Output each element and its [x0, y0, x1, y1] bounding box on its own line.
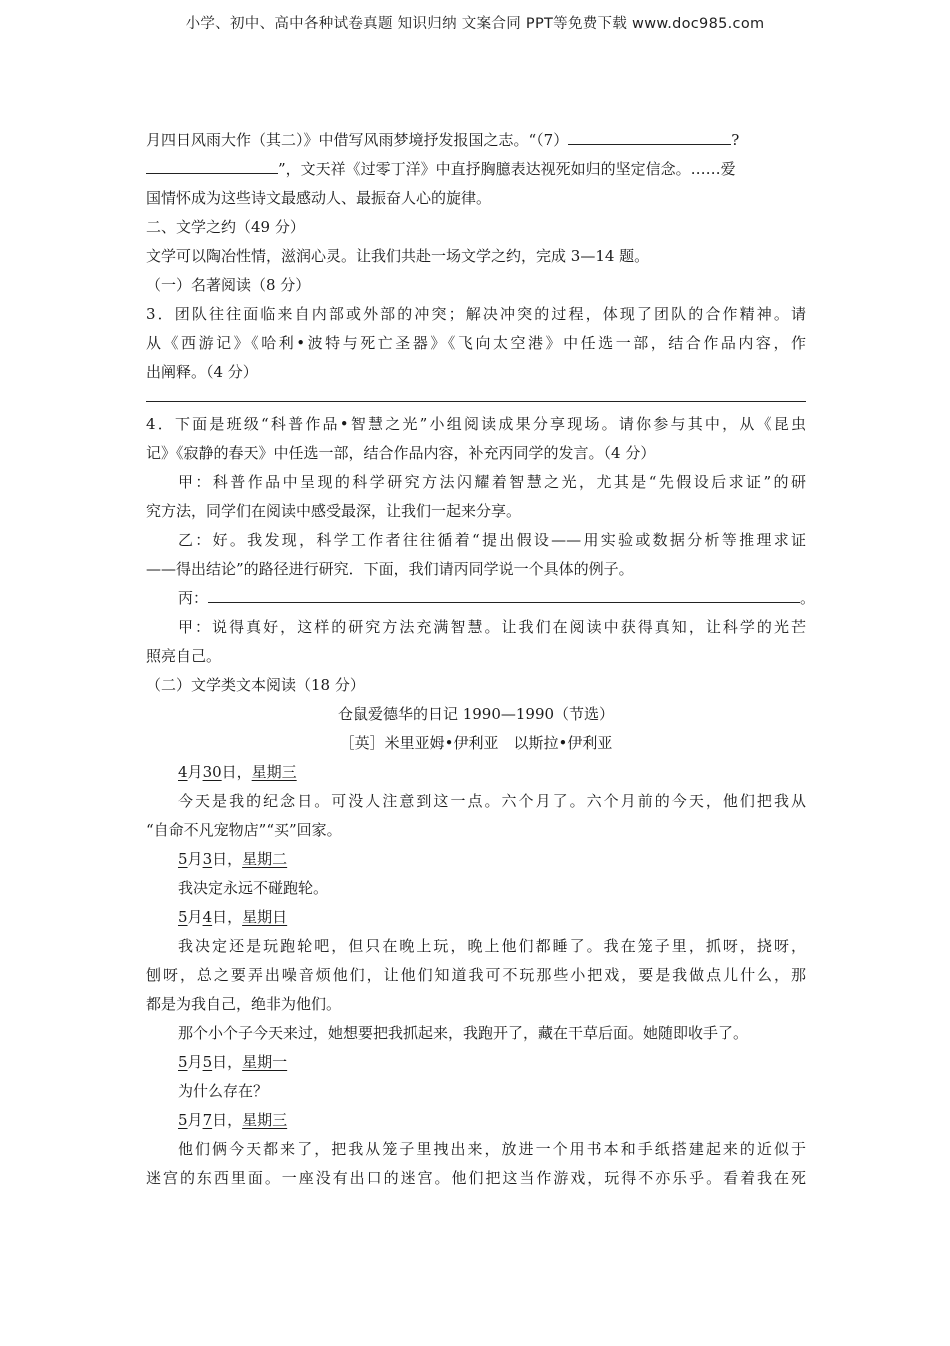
q4-bing-answer-blank[interactable]	[208, 585, 800, 603]
diary-date-3-day: 4	[202, 908, 213, 926]
q4-bing-label: 丙：	[178, 589, 209, 607]
diary-date-3-weekday: 星期日	[242, 908, 288, 926]
q3-line-2: 从《西游记》《哈利•波特与死亡圣器》《飞向太空港》中任选一部，结合作品内容，作	[146, 334, 806, 352]
document-body	[146, 126, 816, 1193]
diary-date-4-month: 5	[178, 1053, 188, 1071]
subsection-2-title: （二）文学类文本阅读（18 分）	[146, 676, 365, 694]
diary-date-1-weekday: 星期三	[251, 763, 297, 781]
q3-answer-line[interactable]	[146, 387, 806, 402]
diary-date-4-weekday: 星期一	[242, 1053, 288, 1071]
diary-5-line-2: 迷宫的东西里面。一座没有出口的迷宫。他们把这当作游戏，玩得不亦乐乎。看着我在死	[146, 1169, 806, 1187]
diary-date-2: 5月3日，星期二	[178, 850, 288, 868]
answer-blank-7b[interactable]	[146, 156, 278, 174]
diary-3-line-2: 刨呀，总之要弄出噪音烦他们，让他们知道我可不玩那些小把戏，要是我做点儿什么，那	[146, 966, 806, 984]
diary-3-line-3: 都是为我自己，绝非为他们。	[146, 995, 342, 1013]
diary-date-3: 5月4日，星期日	[178, 908, 288, 926]
diary-3-line-4: 那个小个子今天来过，她想要把我抓起来，我跑开了，藏在干草后面。她随即收手了。	[178, 1024, 749, 1042]
diary-2-line-1: 我决定永远不碰跑轮。	[178, 879, 329, 897]
diary-date-4: 5月5日，星期一	[178, 1053, 288, 1071]
diary-1-line-1: 今天是我的纪念日。可没人注意到这一点。六个月了。六个月前的今天，他们把我从	[178, 792, 806, 810]
diary-date-5-weekday: 星期三	[242, 1111, 288, 1129]
section-2-desc: 文学可以陶冶性情，滋润心灵。让我们共赴一场文学之约，完成 3—14 题。	[146, 247, 650, 265]
q4-line-2: 记》《寂静的春天》中任选一部，结合作品内容，补充丙同学的发言。（4 分）	[146, 444, 656, 462]
q3-line-1: 3．团队往往面临来自内部或外部的冲突；解决冲突的过程，体现了团队的合作精神。请	[146, 305, 806, 323]
q4-yi-line-2: ——得出结论”的路径进行研究．下面，我们请丙同学说一个具体的例子。	[146, 560, 634, 578]
diary-4-line-1: 为什么存在？	[178, 1082, 269, 1100]
diary-date-2-day: 3	[202, 850, 213, 868]
diary-date-4-day: 5	[202, 1053, 213, 1071]
intro-line-2	[146, 155, 806, 184]
diary-3-line-1: 我决定还是玩跑轮吧，但只在晚上玩，晚上他们都睡了。我在笼子里，抓呀，挠呀，	[178, 937, 806, 955]
intro-line-3: 国情怀成为这些诗文最感动人、最振奋人心的旋律。	[146, 189, 492, 207]
article-author: ［英］米里亚姆•伊利亚 以斯拉•伊利亚	[339, 734, 613, 752]
diary-date-2-weekday: 星期二	[242, 850, 288, 868]
q4-yi-line-1: 乙：好。我发现，科学工作者往往循着“提出假设——用实验或数据分析等推理求证	[178, 531, 806, 549]
q4-bing-end: 。	[800, 589, 816, 607]
q4-jia-2-line-1: 甲：说得真好，这样的研究方法充满智慧。让我们在阅读中获得真知，让科学的光芒	[178, 618, 806, 636]
article-title: 仓鼠爱德华的日记 1990—1990（节选）	[337, 705, 615, 723]
q4-jia-1-line-2: 究方法，同学们在阅读中感受最深，让我们一起来分享。	[146, 502, 522, 520]
answer-blank-7a[interactable]	[568, 127, 731, 145]
diary-date-1-month: 4	[178, 763, 188, 781]
section-2-title: 二、文学之约（49 分）	[146, 218, 305, 236]
subsection-1-title: （一）名著阅读（8 分）	[146, 276, 311, 294]
diary-date-1: 4月30日，星期三	[178, 763, 297, 781]
diary-date-5: 5月7日，星期三	[178, 1111, 288, 1129]
diary-date-2-month: 5	[178, 850, 188, 868]
intro-line-2-text: ”，文天祥《过零丁洋》中直抒胸臆表达视死如归的坚定信念。……爱	[278, 160, 736, 178]
diary-5-line-1: 他们俩今天都来了，把我从笼子里拽出来，放进一个用书本和手纸搭建起来的近似于	[178, 1140, 806, 1158]
q3-line-3: 出阐释。（4 分）	[146, 363, 258, 381]
page-header: 小学、初中、高中各种试卷真题 知识归纳 文案合同 PPT等免费下载 www.doc985.com	[185, 16, 765, 32]
diary-1-line-2: “自命不凡宠物店”“买”回家。	[146, 821, 342, 839]
intro-line-1-text: 月四日风雨大作（其二）》中借写风雨梦境抒发报国之志。“（7）	[146, 131, 569, 149]
intro-line-1	[146, 126, 806, 155]
intro-line-1-end: ?	[731, 131, 740, 149]
diary-date-3-month: 5	[178, 908, 188, 926]
diary-date-1-day: 30	[202, 763, 222, 781]
q4-jia-2-line-2: 照亮自己。	[146, 647, 222, 665]
q4-bing-line	[146, 584, 816, 613]
diary-date-5-month: 5	[178, 1111, 188, 1129]
q4-line-1: 4．下面是班级“科普作品•智慧之光”小组阅读成果分享现场。请你参与其中，从《昆虫	[146, 415, 806, 433]
diary-date-5-day: 7	[202, 1111, 213, 1129]
q4-jia-1-line-1: 甲：科普作品中呈现的科学研究方法闪耀着智慧之光，尤其是“先假设后求证”的研	[178, 473, 806, 491]
